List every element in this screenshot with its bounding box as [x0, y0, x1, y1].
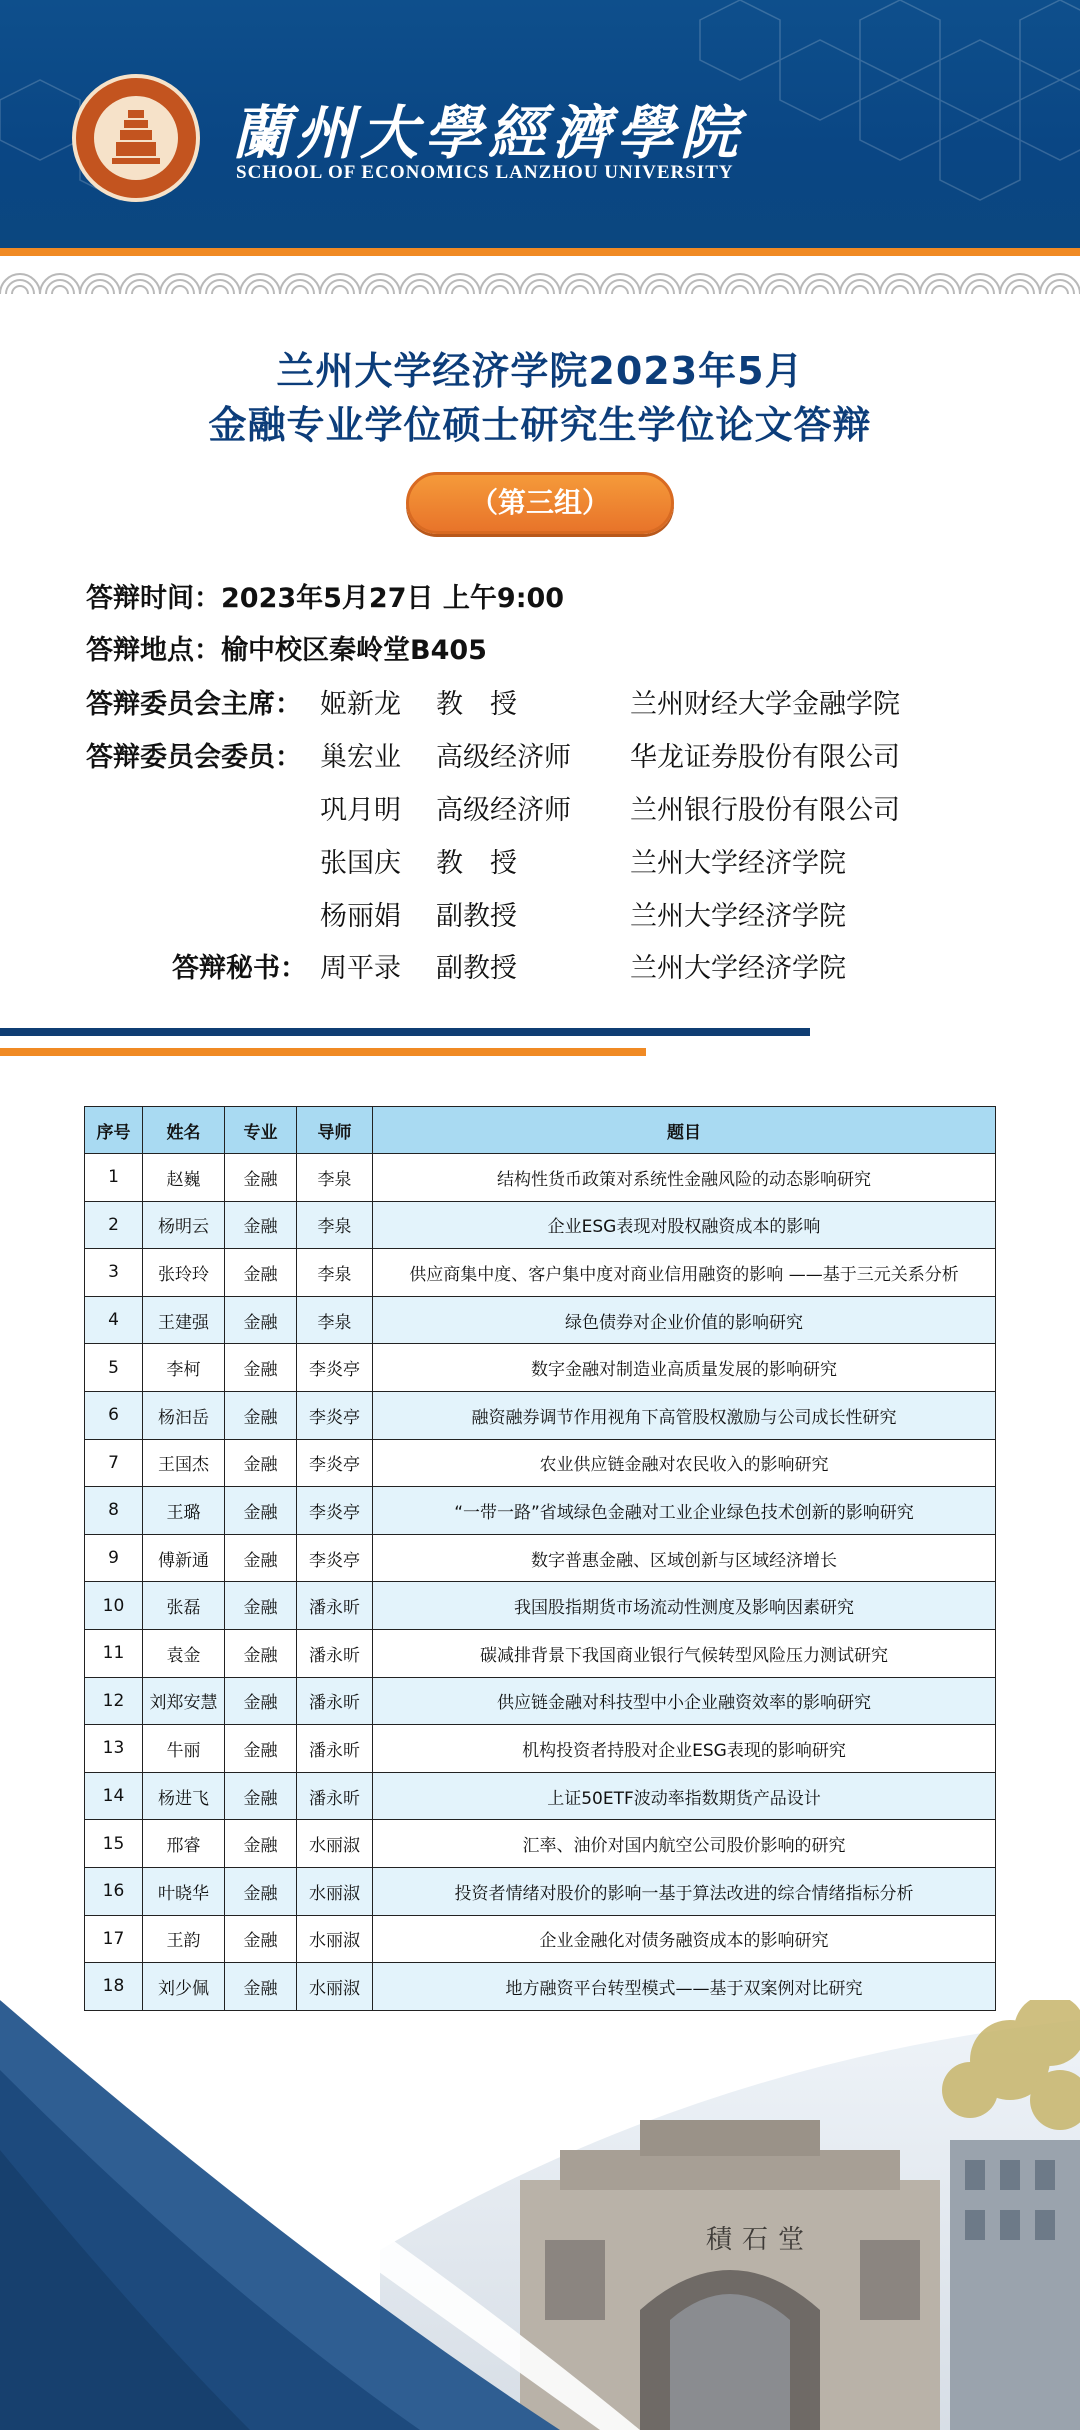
cell-tutor: 水丽淑 [297, 1963, 373, 2011]
cell-tutor: 潘永昕 [297, 1629, 373, 1677]
cell-major: 金融 [225, 1344, 297, 1392]
wave-motif [960, 274, 1000, 294]
chair-name: 姬新龙 [320, 689, 401, 720]
wave-motif [120, 274, 160, 294]
seal-inner [94, 96, 178, 180]
cell-name: 刘郑安慧 [143, 1677, 225, 1725]
wave-motif [520, 274, 560, 294]
cell-no: 16 [85, 1867, 143, 1915]
table-row [85, 1154, 996, 1202]
wave-motif [480, 274, 520, 294]
wave-motif [800, 274, 840, 294]
members-label: 答辩委员会委员： [86, 742, 302, 773]
table-row [85, 1344, 996, 1392]
cell-topic: 数字普惠金融、区域创新与区域经济增长 [373, 1534, 996, 1582]
cell-no: 3 [85, 1249, 143, 1297]
cell-major: 金融 [225, 1534, 297, 1582]
wave-motif [600, 274, 640, 294]
wave-pattern [0, 256, 1080, 296]
table-row [85, 1439, 996, 1487]
cell-major: 金融 [225, 1296, 297, 1344]
cell-name: 杨汩岳 [143, 1391, 225, 1439]
table-row [85, 1249, 996, 1297]
cell-topic: 供应商集中度、客户集中度对商业信用融资的影响 ——基于三元关系分析 [373, 1249, 996, 1297]
divider-orange [0, 1048, 646, 1056]
secretary-title: 副教授 [436, 953, 517, 984]
cell-tutor: 水丽淑 [297, 1915, 373, 1963]
wave-motif [560, 274, 600, 294]
cell-topic: 碳减排背景下我国商业银行气候转型风险压力测试研究 [373, 1629, 996, 1677]
cell-major: 金融 [225, 1772, 297, 1820]
divider-blue [0, 1028, 810, 1036]
cell-name: 杨进飞 [143, 1772, 225, 1820]
chair-label: 答辩委员会主席： [86, 689, 302, 720]
time-label: 答辩时间： [86, 583, 221, 614]
cell-topic: 供应链金融对科技型中小企业融资效率的影响研究 [373, 1677, 996, 1725]
wave-motif [0, 274, 40, 294]
member-name: 杨丽娟 [320, 901, 401, 932]
cell-major: 金融 [225, 1677, 297, 1725]
cell-topic: 融资融券调节作用视角下高管股权激励与公司成长性研究 [373, 1391, 996, 1439]
cell-no: 2 [85, 1201, 143, 1249]
cell-tutor: 李泉 [297, 1201, 373, 1249]
member-name: 巢宏业 [320, 742, 401, 773]
cell-major: 金融 [225, 1154, 297, 1202]
wave-motif [200, 274, 240, 294]
place-value: 榆中校区秦岭堂B405 [221, 635, 487, 666]
cell-no: 10 [85, 1582, 143, 1630]
table-row [85, 1677, 996, 1725]
cell-no: 7 [85, 1439, 143, 1487]
cell-name: 袁金 [143, 1629, 225, 1677]
cell-topic: 汇率、油价对国内航空公司股价影响的研究 [373, 1820, 996, 1868]
cell-topic: 地方融资平台转型模式——基于双案例对比研究 [373, 1963, 996, 2011]
cell-name: 张玲玲 [143, 1249, 225, 1297]
cell-no: 18 [85, 1963, 143, 2011]
table-row [85, 1201, 996, 1249]
pagoda-icon [94, 96, 178, 180]
bottom-decoration [0, 2000, 1080, 2430]
cell-topic: “一带一路”省域绿色金融对工业企业绿色技术创新的影响研究 [373, 1487, 996, 1535]
cell-topic: 结构性货币政策对系统性金融风险的动态影响研究 [373, 1154, 996, 1202]
cell-major: 金融 [225, 1201, 297, 1249]
wave-motif [760, 274, 800, 294]
cell-no: 4 [85, 1296, 143, 1344]
cell-topic: 企业金融化对债务融资成本的影响研究 [373, 1915, 996, 1963]
cell-topic: 机构投资者持股对企业ESG表现的影响研究 [373, 1725, 996, 1773]
members-row [86, 735, 302, 774]
cell-no: 17 [85, 1915, 143, 1963]
university-seal [72, 74, 200, 202]
cell-tutor: 李炎亭 [297, 1439, 373, 1487]
header-tutor: 导师 [297, 1107, 373, 1154]
cell-no: 11 [85, 1629, 143, 1677]
table-row [85, 1820, 996, 1868]
table-row [85, 1534, 996, 1582]
cell-tutor: 潘永昕 [297, 1677, 373, 1725]
cell-name: 王建强 [143, 1296, 225, 1344]
table-row [85, 1629, 996, 1677]
member-org: 兰州大学经济学院 [630, 901, 846, 932]
page-title-line1: 兰州大学经济学院2023年5月 [276, 349, 804, 393]
cell-no: 13 [85, 1725, 143, 1773]
member-title: 教 授 [436, 848, 517, 879]
cell-no: 6 [85, 1391, 143, 1439]
cell-tutor: 潘永昕 [297, 1772, 373, 1820]
header-major: 专业 [225, 1107, 297, 1154]
group-badge: （第三组） [406, 472, 674, 534]
cell-tutor: 李炎亭 [297, 1391, 373, 1439]
cell-no: 5 [85, 1344, 143, 1392]
wave-motif [40, 274, 80, 294]
cell-major: 金融 [225, 1249, 297, 1297]
thesis-table [84, 1106, 996, 2011]
wave-motif [160, 274, 200, 294]
table-row [85, 1867, 996, 1915]
header-orange-stripe [0, 248, 1080, 256]
cell-topic: 投资者情绪对股价的影响一基于算法改进的综合情绪指标分析 [373, 1867, 996, 1915]
cell-topic: 数字金融对制造业高质量发展的影响研究 [373, 1344, 996, 1392]
header-banner [0, 0, 1080, 248]
school-name-en: SCHOOL OF ECONOMICS LANZHOU UNIVERSITY [236, 162, 734, 183]
cell-tutor: 李泉 [297, 1296, 373, 1344]
defense-time [86, 576, 564, 615]
header-name: 姓名 [143, 1107, 225, 1154]
cell-tutor: 李炎亭 [297, 1344, 373, 1392]
member-title: 高级经济师 [436, 742, 571, 773]
school-name-cn: 蘭州大學經濟學院 [232, 99, 745, 167]
cell-name: 邢睿 [143, 1820, 225, 1868]
cell-name: 叶晓华 [143, 1867, 225, 1915]
wave-motif [880, 274, 920, 294]
wave-motif [80, 274, 120, 294]
wave-motif [280, 274, 320, 294]
place-label: 答辩地点： [86, 635, 221, 666]
cell-topic: 企业ESG表现对股权融资成本的影响 [373, 1201, 996, 1249]
cell-no: 1 [85, 1154, 143, 1202]
cell-tutor: 潘永昕 [297, 1582, 373, 1630]
cell-name: 赵巍 [143, 1154, 225, 1202]
wave-motif [240, 274, 280, 294]
member-org: 华龙证券股份有限公司 [630, 742, 900, 773]
header-no: 序号 [85, 1107, 143, 1154]
table-header-row [85, 1107, 996, 1154]
cell-name: 王韵 [143, 1915, 225, 1963]
wave-motif [400, 274, 440, 294]
cell-no: 8 [85, 1487, 143, 1535]
cell-major: 金融 [225, 1867, 297, 1915]
chair-title: 教 授 [436, 689, 517, 720]
member-name: 巩月明 [320, 795, 401, 826]
cell-no: 12 [85, 1677, 143, 1725]
table-row [85, 1772, 996, 1820]
cell-major: 金融 [225, 1629, 297, 1677]
table-row [85, 1915, 996, 1963]
secretary-label: 答辩秘书： [172, 953, 307, 984]
table-row [85, 1725, 996, 1773]
wave-motif [720, 274, 760, 294]
cell-tutor: 潘永昕 [297, 1725, 373, 1773]
cell-topic: 绿色债券对企业价值的影响研究 [373, 1296, 996, 1344]
cell-tutor: 水丽淑 [297, 1820, 373, 1868]
cell-major: 金融 [225, 1487, 297, 1535]
member-title: 高级经济师 [436, 795, 571, 826]
secretary-name: 周平录 [320, 953, 401, 984]
table-row [85, 1582, 996, 1630]
cell-major: 金融 [225, 1820, 297, 1868]
cell-major: 金融 [225, 1963, 297, 2011]
cell-major: 金融 [225, 1725, 297, 1773]
table-row [85, 1391, 996, 1439]
cell-name: 牛丽 [143, 1725, 225, 1773]
cell-tutor: 水丽淑 [297, 1867, 373, 1915]
building-sign: 積石堂 [706, 2225, 815, 2255]
cell-name: 王璐 [143, 1487, 225, 1535]
cell-tutor: 李泉 [297, 1154, 373, 1202]
page-title-line2: 金融专业学位硕士研究生学位论文答辩 [208, 403, 872, 447]
cell-major: 金融 [225, 1391, 297, 1439]
cell-name: 李柯 [143, 1344, 225, 1392]
cell-major: 金融 [225, 1582, 297, 1630]
building-icon [520, 2120, 1080, 2430]
member-org: 兰州银行股份有限公司 [630, 795, 900, 826]
wave-motif [320, 274, 360, 294]
member-name: 张国庆 [320, 848, 401, 879]
wave-motif [920, 274, 960, 294]
cell-name: 张磊 [143, 1582, 225, 1630]
cell-name: 刘少佩 [143, 1963, 225, 2011]
cell-name: 杨明云 [143, 1201, 225, 1249]
member-org: 兰州大学经济学院 [630, 848, 846, 879]
header-topic: 题目 [373, 1107, 996, 1154]
secretary-row [172, 946, 307, 985]
wave-motif [640, 274, 680, 294]
wave-motif [360, 274, 400, 294]
cell-no: 14 [85, 1772, 143, 1820]
cell-major: 金融 [225, 1439, 297, 1487]
member-title: 副教授 [436, 901, 517, 932]
cell-major: 金融 [225, 1915, 297, 1963]
cell-tutor: 李炎亭 [297, 1487, 373, 1535]
wave-motif [680, 274, 720, 294]
chair-row [86, 682, 302, 721]
cell-tutor: 李炎亭 [297, 1534, 373, 1582]
cell-topic: 上证50ETF波动率指数期货产品设计 [373, 1772, 996, 1820]
table-row [85, 1487, 996, 1535]
cell-topic: 我国股指期货市场流动性测度及影响因素研究 [373, 1582, 996, 1630]
cell-topic: 农业供应链金融对农民收入的影响研究 [373, 1439, 996, 1487]
cell-no: 9 [85, 1534, 143, 1582]
defense-place [86, 628, 487, 667]
chair-org: 兰州财经大学金融学院 [630, 689, 900, 720]
cell-no: 15 [85, 1820, 143, 1868]
time-value: 2023年5月27日 上午9:00 [221, 583, 565, 614]
cell-name: 傅新通 [143, 1534, 225, 1582]
wave-motif [840, 274, 880, 294]
wave-motif [1000, 274, 1040, 294]
wave-pattern-band [0, 256, 1080, 296]
cell-name: 王国杰 [143, 1439, 225, 1487]
cell-tutor: 李泉 [297, 1249, 373, 1297]
wave-motif [440, 274, 480, 294]
wave-motif [1040, 274, 1080, 294]
table-row [85, 1296, 996, 1344]
secretary-org: 兰州大学经济学院 [630, 953, 846, 984]
